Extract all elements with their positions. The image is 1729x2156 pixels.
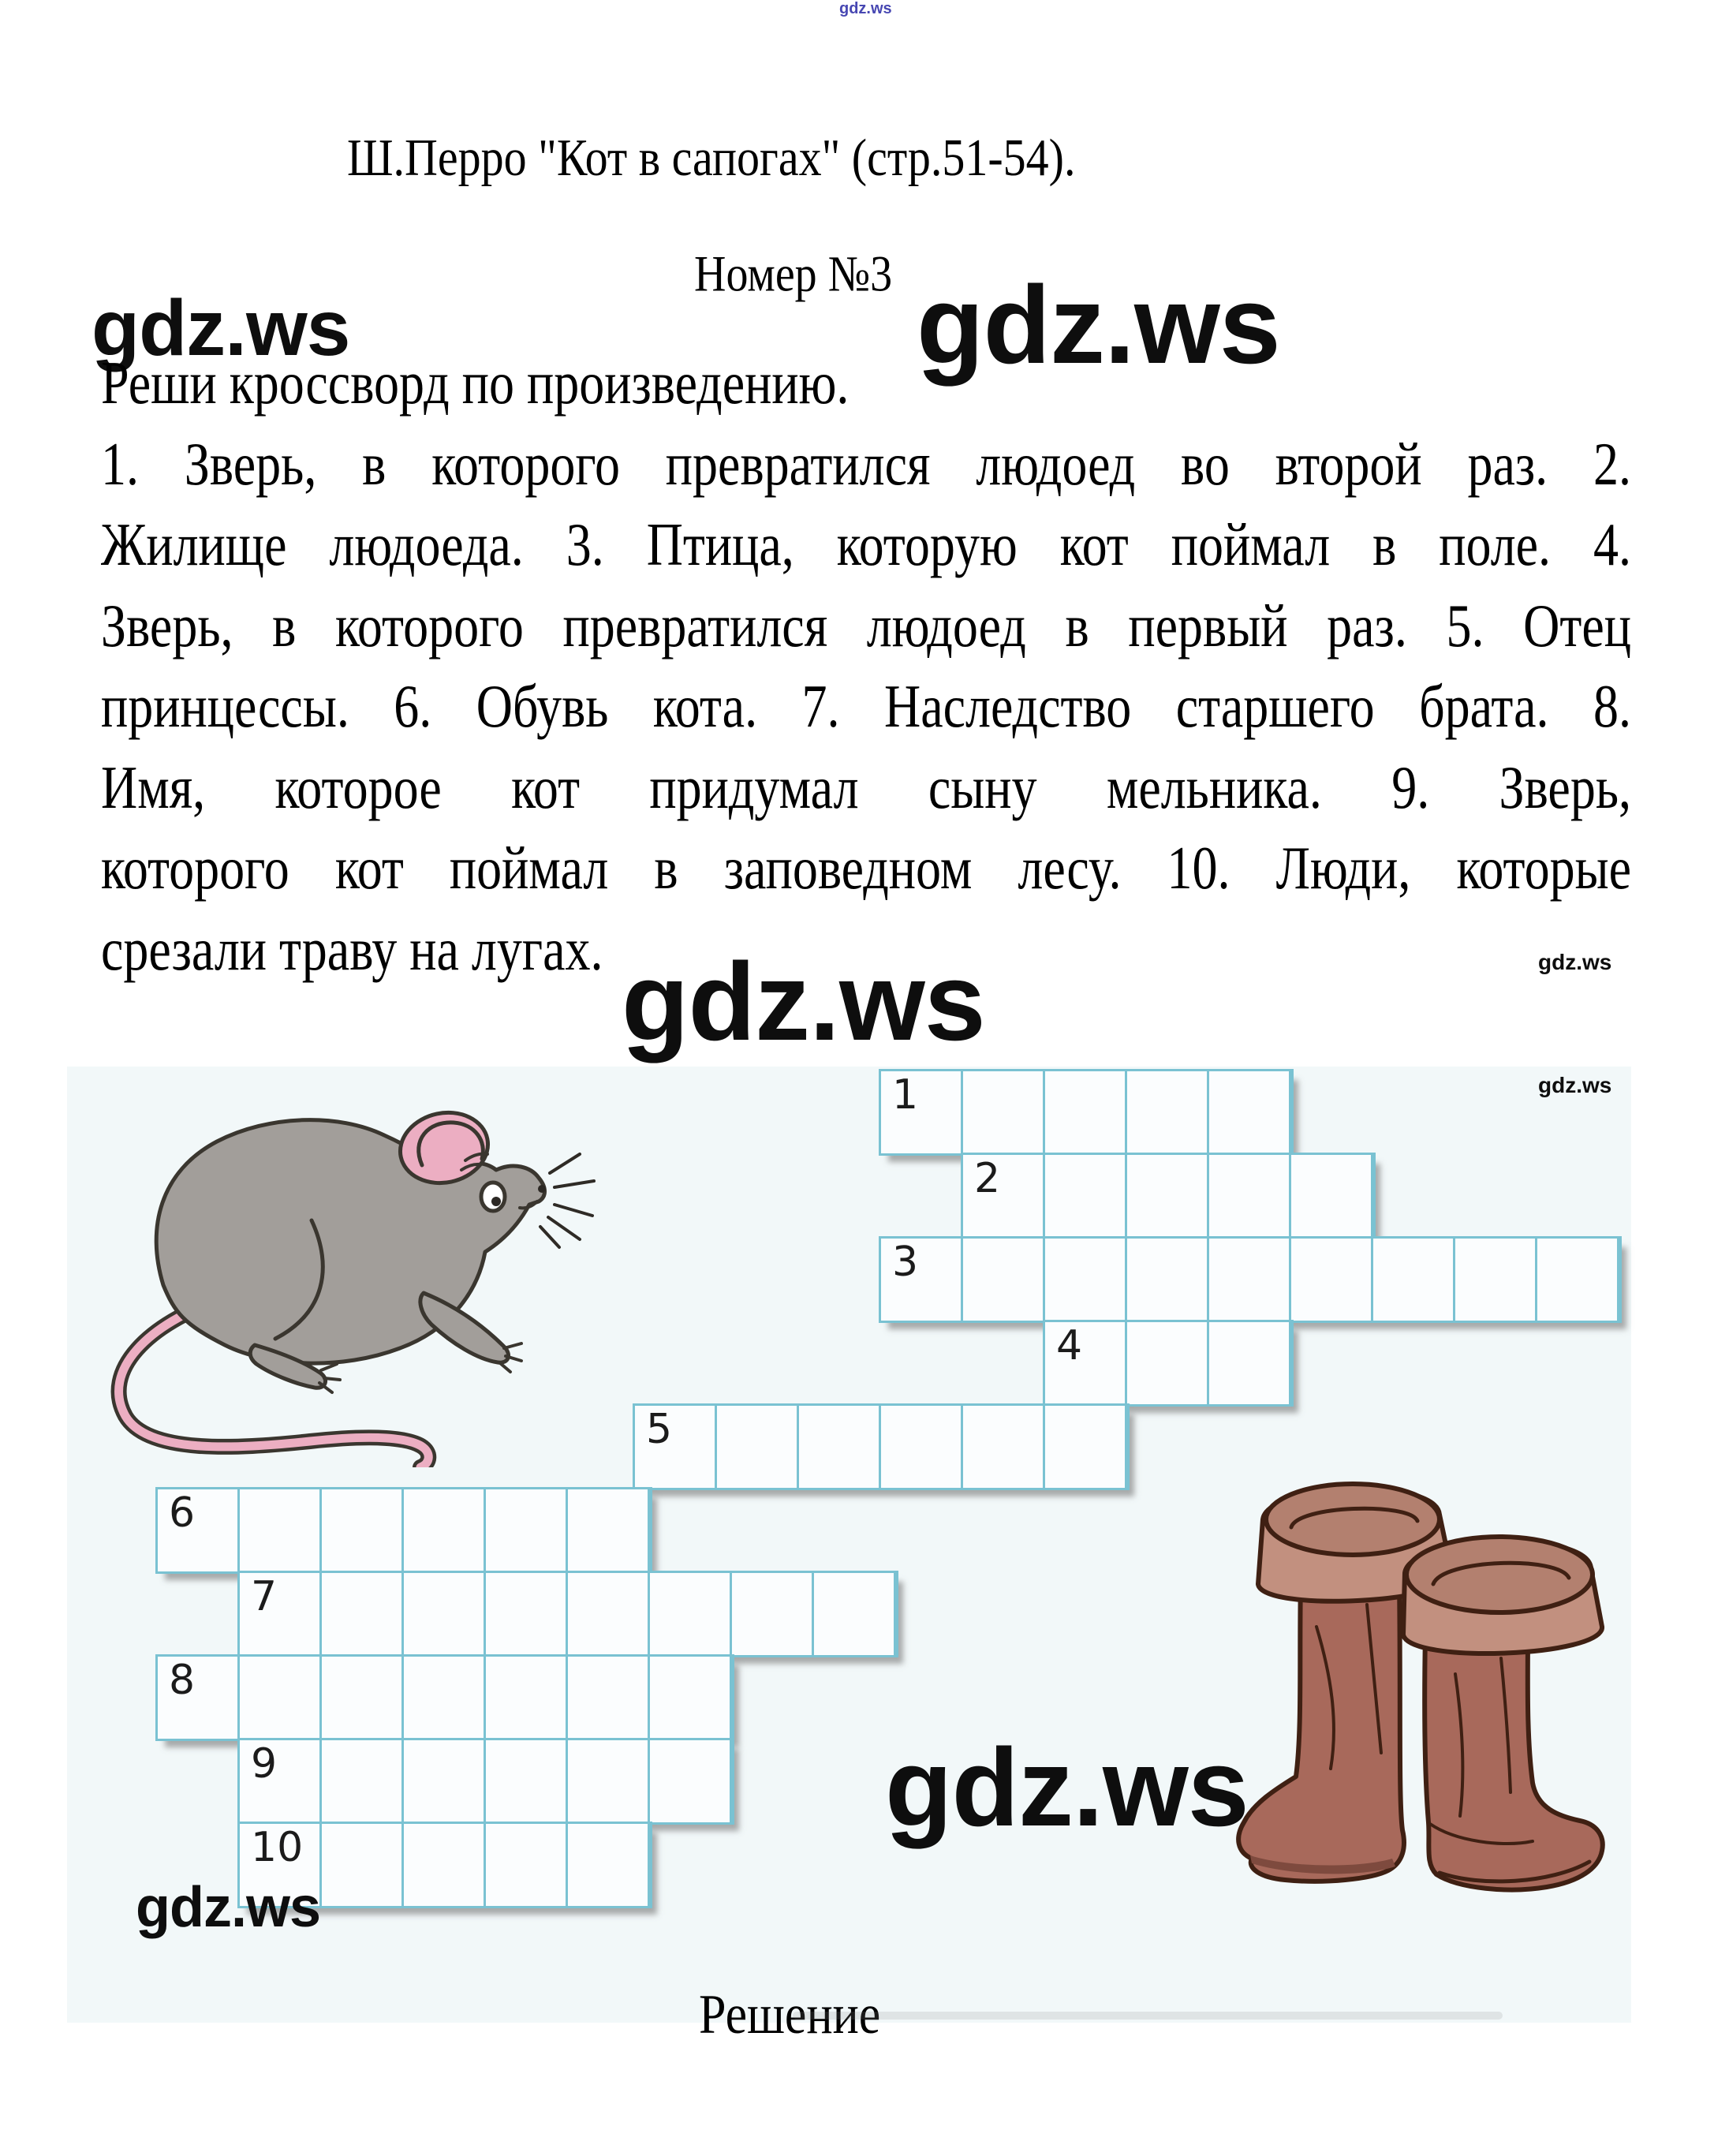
crossword-cell — [568, 1740, 650, 1822]
crossword-row-3 — [879, 1236, 1622, 1323]
crossword-cell — [1209, 1155, 1291, 1237]
crossword-cell — [404, 1573, 486, 1655]
crossword-row-1 — [879, 1069, 1294, 1156]
crossword-cell — [1291, 1239, 1373, 1321]
clue-line: Имя, которое кот придумал сыну мельника. 9. Зверь, — [101, 753, 1631, 821]
crossword-cell — [322, 1740, 404, 1822]
crossword-cell — [814, 1573, 896, 1655]
watermark-gdzws-bottom-big: gdz.ws — [885, 1725, 1249, 1849]
watermark-gdzws-top: gdz.ws — [839, 0, 892, 17]
watermark-gdzws-bottom-left: gdz.ws — [136, 1876, 321, 1939]
crossword-cell — [486, 1657, 568, 1739]
mouse-eye — [481, 1183, 505, 1211]
crossword-cell — [963, 1071, 1045, 1153]
crossword-cell — [1455, 1239, 1537, 1321]
boots-illustration — [1219, 1469, 1617, 1920]
crossword-cell — [1209, 1239, 1291, 1321]
task-number: Номер №3 — [694, 246, 893, 303]
solution-label: Решение — [699, 1983, 881, 2046]
crossword-cell — [404, 1824, 486, 1906]
crossword-cell — [1127, 1071, 1209, 1153]
crossword-cell — [1045, 1406, 1127, 1488]
crossword-row-number: 7 — [251, 1573, 278, 1620]
crossword-cell — [322, 1573, 404, 1655]
crossword-cell — [1045, 1155, 1127, 1237]
scan-shadow-smudge — [793, 2012, 1503, 2020]
crossword-row-7 — [237, 1571, 898, 1657]
watermark-gdzws-right-2: gdz.ws — [1538, 1073, 1612, 1097]
crossword-cell — [486, 1573, 568, 1655]
watermark-gdzws-middle-big: gdz.ws — [622, 940, 985, 1063]
crossword-row-2 — [961, 1153, 1376, 1239]
crossword-cell — [486, 1489, 568, 1571]
page-title: Ш.Перро "Кот в сапогах" (стр.51-54). — [347, 128, 1076, 187]
crossword-row-8 — [155, 1654, 734, 1741]
watermark-gdzws-right-1: gdz.ws — [1538, 950, 1612, 974]
clue-line: 1. Зверь, в которого превратился людоед во второй раз. 2. — [101, 430, 1631, 498]
crossword-cell — [650, 1740, 732, 1822]
crossword-row-number: 9 — [251, 1740, 278, 1788]
crossword-row-number: 8 — [169, 1657, 196, 1704]
clue-last-line: срезали траву на лугах. — [101, 915, 603, 983]
crossword-row-number: 10 — [251, 1824, 304, 1871]
crossword-cell — [1209, 1071, 1291, 1153]
clue-intro-line: Реши кроссворд по произведению. — [101, 349, 850, 417]
crossword-cell — [1127, 1322, 1209, 1404]
watermark-gdzws-top-big: gdz.ws — [917, 263, 1280, 387]
crossword-row-number: 4 — [1056, 1322, 1083, 1369]
crossword-cell — [568, 1657, 650, 1739]
clue-line: которого кот поймал в заповедном лесу. 10. Люди, которые — [101, 834, 1631, 902]
crossword-cell — [568, 1824, 650, 1906]
crossword-row-6 — [155, 1487, 652, 1574]
crossword-cell — [240, 1657, 322, 1739]
clue-line: Зверь, в которого превратился людоед в первый раз. 5. Отец — [101, 592, 1631, 660]
crossword-clues — [101, 343, 1631, 990]
crossword-row-number: 3 — [892, 1239, 919, 1286]
crossword-cell — [963, 1239, 1045, 1321]
crossword-cell — [404, 1740, 486, 1822]
crossword-row-9 — [237, 1738, 734, 1825]
crossword-cell — [881, 1406, 963, 1488]
mouse-illustration — [67, 1085, 619, 1467]
crossword-cell — [568, 1573, 650, 1655]
crossword-cell — [717, 1406, 799, 1488]
crossword-row-number: 5 — [646, 1406, 673, 1453]
right-boot-leg — [1425, 1631, 1603, 1889]
mouse-pupil — [491, 1197, 501, 1206]
crossword-cell — [732, 1573, 814, 1655]
crossword-cell — [486, 1824, 568, 1906]
crossword-cell — [799, 1406, 881, 1488]
crossword-row-number: 6 — [169, 1489, 196, 1537]
crossword-cell — [1127, 1239, 1209, 1321]
crossword-cell — [1537, 1239, 1619, 1321]
crossword-cell — [1127, 1155, 1209, 1237]
clue-line: принцессы. 6. Обувь кота. 7. Наследство старшего брата. 8. — [101, 672, 1631, 740]
clue-line: Жилище людоеда. 3. Птица, которую кот поймал в поле. 4. — [101, 510, 1631, 578]
left-boot-opening — [1266, 1484, 1440, 1555]
watermark-gdzws-left: gdz.ws — [91, 284, 350, 372]
crossword-row-number: 1 — [892, 1071, 919, 1119]
crossword-cell — [1209, 1322, 1291, 1404]
crossword-cell — [486, 1740, 568, 1822]
crossword-cell — [1045, 1071, 1127, 1153]
crossword-cell — [1373, 1239, 1455, 1321]
crossword-cell — [650, 1657, 732, 1739]
crossword-cell — [1045, 1239, 1127, 1321]
mouse-whiskers — [540, 1154, 594, 1247]
crossword-cell — [568, 1489, 650, 1571]
crossword-cell — [963, 1406, 1045, 1488]
crossword-cell — [1291, 1155, 1373, 1237]
crossword-cell — [322, 1489, 404, 1571]
crossword-row-5 — [633, 1403, 1130, 1490]
crossword-cell — [240, 1489, 322, 1571]
crossword-cell — [404, 1657, 486, 1739]
crossword-cell — [322, 1657, 404, 1739]
crossword-cell — [322, 1824, 404, 1906]
mouse-nose — [538, 1185, 546, 1193]
crossword-cell — [404, 1489, 486, 1571]
crossword-row-number: 2 — [974, 1155, 1001, 1202]
crossword-cell — [650, 1573, 732, 1655]
crossword-row-4 — [1043, 1320, 1294, 1407]
